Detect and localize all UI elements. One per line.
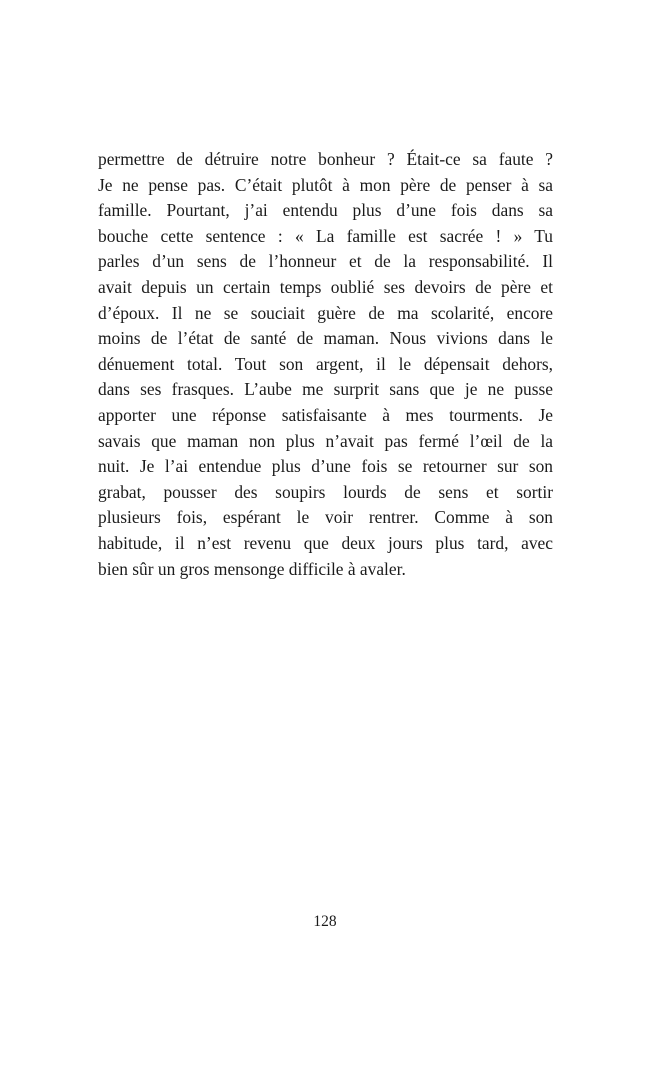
text-line: nuit. Je l’ai entendue plus d’une fois se retourner sur son [98, 456, 553, 477]
text-line: bouche cette sentence : « La famille est sacrée ! » Tu [98, 225, 553, 246]
text-line: savais que maman non plus n’avait pas fermé l’œil de la [98, 430, 553, 451]
text-line: Je ne pense pas. C’était plutôt à mon père de penser à sa [98, 174, 553, 195]
text-line: grabat, pousser des soupirs lourds de sens et sortir [98, 481, 553, 502]
text-line: habitude, il n’est revenu que deux jours plus tard, avec [98, 532, 553, 553]
text-line: moins de l’état de santé de maman. Nous vivions dans le [98, 328, 553, 349]
text-line: dans ses frasques. L’aube me surprit sans que je ne pusse [98, 379, 553, 400]
text-line: permettre de détruire notre bonheur ? Était-ce sa faute ? [98, 149, 553, 169]
text-line-last: bien sûr un gros mensonge difficile à avaler. [98, 558, 406, 579]
text-line: d’époux. Il ne se souciait guère de ma scolarité, encore [98, 302, 553, 323]
page-number: 128 [313, 913, 337, 930]
text-line: apporter une réponse satisfaisante à mes tourments. Je [98, 404, 553, 425]
text-line: dénuement total. Tout son argent, il le dépensait dehors, [98, 353, 553, 374]
text-line: famille. Pourtant, j’ai entendu plus d’une fois dans sa [98, 200, 553, 221]
body-paragraph [98, 147, 553, 582]
text-line: parles d’un sens de l’honneur et de la responsabilité. Il [98, 251, 553, 272]
text-line: avait depuis un certain temps oublié ses devoirs de père et [98, 276, 553, 297]
text-line: plusieurs fois, espérant le voir rentrer. Comme à son [98, 507, 553, 528]
